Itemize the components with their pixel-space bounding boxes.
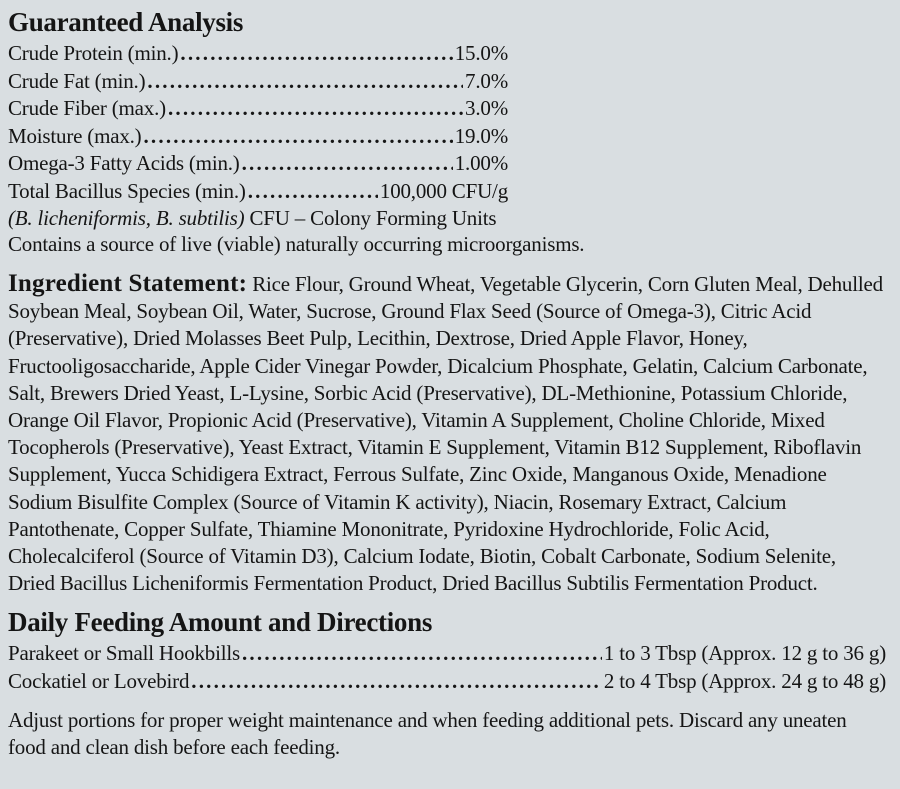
feeding-adjustment-note: Adjust portions for proper weight maintenance and when feeding additional pets. Discard any uneaten food and clean dish before each feeding. <box>8 708 847 760</box>
guaranteed-analysis-table <box>8 40 508 205</box>
cfu-definition-text: CFU – Colony Forming Units <box>244 206 497 230</box>
analysis-label: Moisture (max.) <box>8 123 142 148</box>
feeding-table <box>8 640 886 695</box>
feeding-value: 1 to 3 Tbsp (Approx. 12 g to 36 g) <box>603 641 886 666</box>
analysis-value: 19.0% <box>454 123 508 148</box>
dot-leader <box>168 95 463 123</box>
analysis-value: 1.00% <box>454 151 508 175</box>
dot-leader <box>242 150 453 178</box>
feeding-row-cockatiel <box>8 668 886 696</box>
analysis-value: 100,000 CFU/g <box>379 178 508 203</box>
analysis-value: 15.0% <box>454 41 508 65</box>
species-names-italic: (B. licheniformis, B. subtilis) <box>8 206 245 230</box>
dot-leader <box>248 178 378 206</box>
viable-microorganisms-note: Contains a source of live (viable) naturally occurring microorganisms. <box>8 232 585 256</box>
analysis-label: Crude Fiber (max.) <box>8 96 166 120</box>
dot-leader <box>191 668 602 696</box>
analysis-row-crude-fiber <box>8 95 508 123</box>
dot-leader <box>143 123 452 151</box>
feeding-label: Cockatiel or Lovebird <box>8 668 190 693</box>
dot-leader <box>180 40 452 68</box>
analysis-row-moisture <box>8 123 508 151</box>
dot-leader <box>147 68 463 96</box>
guaranteed-analysis-title: Guaranteed Analysis <box>8 7 244 37</box>
analysis-row-crude-protein <box>8 40 508 68</box>
analysis-row-omega3 <box>8 150 508 178</box>
cfu-definition-note <box>8 205 888 231</box>
feeding-label: Parakeet or Small Hookbills <box>8 641 240 666</box>
analysis-label: Total Bacillus Species (min.) <box>8 178 246 203</box>
feeding-value: 2 to 4 Tbsp (Approx. 24 g to 48 g) <box>603 668 886 693</box>
feeding-directions-title: Daily Feeding Amount and Directions <box>8 607 433 638</box>
analysis-row-bacillus <box>8 178 508 206</box>
analysis-value: 7.0% <box>465 68 508 93</box>
analysis-value: 3.0% <box>465 96 508 120</box>
feeding-row-parakeet <box>8 640 886 668</box>
ingredient-statement <box>8 270 886 597</box>
analysis-row-crude-fat <box>8 68 508 96</box>
analysis-label: Crude Protein (min.) <box>8 41 179 65</box>
analysis-label: Crude Fat (min.) <box>8 68 146 93</box>
ingredient-statement-title: Ingredient Statement: <box>8 270 248 297</box>
dot-leader <box>242 640 602 668</box>
ingredient-statement-text: Rice Flour, Ground Wheat, Vegetable Glycerin, Corn Gluten Meal, Dehulled Soybean Meal, Soybean Oil, Water, Sucrose, Ground Flax Seed (Source of Omega-3), Citric Acid (Preservative), Dried Molasses Beet Pulp, Lecithin, Dextrose, Dried Apple Flavor, Honey, Fructooligosaccharide, Apple Cider Vinegar Powder, Dicalcium Phosphate, Gelatin, Calcium Carbonate, Salt, Brewers Dried Yeast, L-Lysine, Sorbic Acid (Preservative), DL-Methionine, Potassium Chloride, Orange Oil Flavor, Propionic Acid (Preservative), Vitamin A Supplement, Choline Chloride, Mixed Tocopherols (Preservative), Yeast Extract, Vitamin E Supplement, Vitamin B12 Supplement, Riboflavin Supplement, Yucca Schidigera Extract, Ferrous Sulfate, Zinc Oxide, Manganous Oxide, Menadione Sodium Bisulfite Complex (Source of Vitamin K activity), Niacin, Rosemary Extract, Calcium Pantothenate, Copper Sulfate, Thiamine Mononitrate, Pyridoxine Hydrochloride, Folic Acid, Cholecalciferol (Source of Vitamin D3), Calcium Iodate, Biotin, Cobalt Carbonate, Sodium Selenite, Dried Bacillus Licheniformis Fermentation Product, Dried Bacillus Subtilis Fermentation Product. <box>8 272 883 596</box>
analysis-label: Omega-3 Fatty Acids (min.) <box>8 151 240 175</box>
